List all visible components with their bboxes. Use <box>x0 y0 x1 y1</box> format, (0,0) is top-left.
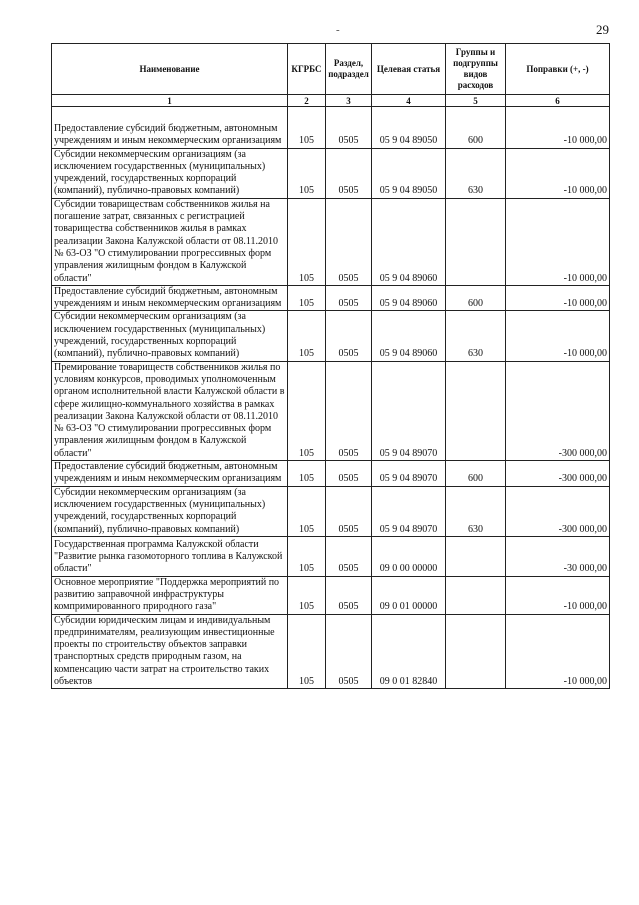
table-row <box>52 486 610 536</box>
header-kgrbs: КГРБС <box>288 44 326 95</box>
row-section: 0505 <box>326 311 372 361</box>
row-section: 0505 <box>326 461 372 487</box>
row-name: Предоставление субсидий бюджетным, автономным учреждениям и иным некоммерческим организациям <box>52 107 288 149</box>
row-name: Субсидии некоммерческим организациям (за исключением государственных (муниципальных) учреждений, государственных корпораций (компаний), публично-правовых компаний) <box>52 148 288 198</box>
row-amount: -10 000,00 <box>506 148 610 198</box>
page-number: 29 <box>596 22 609 37</box>
row-amount: -10 000,00 <box>506 107 610 149</box>
row-section: 0505 <box>326 536 372 576</box>
row-section: 0505 <box>326 148 372 198</box>
table-row <box>52 198 610 285</box>
row-amount: -10 000,00 <box>506 198 610 285</box>
row-group: 630 <box>446 486 506 536</box>
row-target: 05 9 04 89060 <box>372 285 446 311</box>
row-group <box>446 614 506 689</box>
column-number: 5 <box>446 95 506 107</box>
row-kgrbs: 105 <box>288 198 326 285</box>
row-amount: -10 000,00 <box>506 311 610 361</box>
row-section: 0505 <box>326 285 372 311</box>
row-name: Субсидии юридическим лицам и индивидуальным предпринимателям, реализующим инвестиционные проекты по строительству объектов заправки транспортных средств природным газом, на компенсацию части затрат на строительство таких объектов <box>52 614 288 689</box>
row-target: 09 0 01 00000 <box>372 576 446 614</box>
row-section: 0505 <box>326 576 372 614</box>
row-kgrbs: 105 <box>288 614 326 689</box>
row-kgrbs: 105 <box>288 486 326 536</box>
table-row <box>52 285 610 311</box>
row-name: Субсидии товариществам собственников жилья на погашение затрат, связанных с регистрацией товарищества собственников жилья в рамках реализации Закона Калужской области от 08.11.2010 № 63-ОЗ "О стимулировании прогрессивных форм управления жилищным фондом в Калужской области" <box>52 198 288 285</box>
table-row <box>52 107 610 149</box>
row-name: Предоставление субсидий бюджетным, автономным учреждениям и иным некоммерческим организациям <box>52 285 288 311</box>
row-amount: -10 000,00 <box>506 285 610 311</box>
table-row <box>52 148 610 198</box>
header-name: Наименование <box>52 44 288 95</box>
row-group: 600 <box>446 285 506 311</box>
table-row <box>52 361 610 460</box>
row-amount: -10 000,00 <box>506 576 610 614</box>
row-group: 600 <box>446 107 506 149</box>
row-name: Субсидии некоммерческим организациям (за исключением государственных (муниципальных) учреждений, государственных корпораций (компаний), публично-правовых компаний) <box>52 486 288 536</box>
row-section: 0505 <box>326 614 372 689</box>
row-section: 0505 <box>326 361 372 460</box>
row-amount: -10 000,00 <box>506 614 610 689</box>
row-amount: -300 000,00 <box>506 361 610 460</box>
row-kgrbs: 105 <box>288 285 326 311</box>
row-group <box>446 198 506 285</box>
row-name: Премирование товариществ собственников жилья по условиям конкурсов, проводимых уполномоченным органом исполнительной власти Калужской области в сфере жилищно-коммунального хозяйства в рамках реализации Закона Калужской области от 08.11.2010 № 63-ОЗ "О стимулировании прогрессивных форм управления жилищным фондом в Калужской области" <box>52 361 288 460</box>
row-kgrbs: 105 <box>288 536 326 576</box>
row-name: Государственная программа Калужской области "Развитие рынка газомоторного топлива в Калужской области" <box>52 536 288 576</box>
row-section: 0505 <box>326 107 372 149</box>
row-kgrbs: 105 <box>288 107 326 149</box>
row-name: Предоставление субсидий бюджетным, автономным учреждениям и иным некоммерческим организациям <box>52 461 288 487</box>
table-row <box>52 576 610 614</box>
table-row <box>52 536 610 576</box>
row-kgrbs: 105 <box>288 311 326 361</box>
row-kgrbs: 105 <box>288 361 326 460</box>
column-number: 6 <box>506 95 610 107</box>
row-amount: -30 000,00 <box>506 536 610 576</box>
row-name: Субсидии некоммерческим организациям (за исключением государственных (муниципальных) учреждений, государственных корпораций (компаний), публично-правовых компаний) <box>52 311 288 361</box>
row-group: 630 <box>446 148 506 198</box>
row-group <box>446 576 506 614</box>
header-section: Раздел, подраздел <box>326 44 372 95</box>
column-number: 4 <box>372 95 446 107</box>
row-kgrbs: 105 <box>288 461 326 487</box>
row-kgrbs: 105 <box>288 576 326 614</box>
column-number: 2 <box>288 95 326 107</box>
header-groups: Группы и подгруппы видов расходов <box>446 44 506 95</box>
column-number: 1 <box>52 95 288 107</box>
row-name: Основное мероприятие "Поддержка мероприятий по развитию заправочной инфраструктуры компримированного природного газа" <box>52 576 288 614</box>
column-number-row <box>52 95 610 107</box>
budget-table <box>51 43 610 689</box>
row-target: 05 9 04 89050 <box>372 148 446 198</box>
header-row <box>52 44 610 95</box>
row-target: 05 9 04 89070 <box>372 461 446 487</box>
row-group: 600 <box>446 461 506 487</box>
row-amount: -300 000,00 <box>506 486 610 536</box>
row-section: 0505 <box>326 198 372 285</box>
dash-mark: - <box>336 24 340 36</box>
row-target: 09 0 01 82840 <box>372 614 446 689</box>
row-target: 05 9 04 89060 <box>372 198 446 285</box>
table-row <box>52 461 610 487</box>
header-target: Целевая статья <box>372 44 446 95</box>
row-group: 630 <box>446 311 506 361</box>
row-group <box>446 536 506 576</box>
row-amount: -300 000,00 <box>506 461 610 487</box>
row-section: 0505 <box>326 486 372 536</box>
row-target: 09 0 00 00000 <box>372 536 446 576</box>
row-target: 05 9 04 89070 <box>372 486 446 536</box>
header-changes: Поправки (+, -) <box>506 44 610 95</box>
row-target: 05 9 04 89050 <box>372 107 446 149</box>
row-target: 05 9 04 89060 <box>372 311 446 361</box>
row-group <box>446 361 506 460</box>
column-number: 3 <box>326 95 372 107</box>
row-kgrbs: 105 <box>288 148 326 198</box>
table-row <box>52 311 610 361</box>
row-target: 05 9 04 89070 <box>372 361 446 460</box>
table-row <box>52 614 610 689</box>
